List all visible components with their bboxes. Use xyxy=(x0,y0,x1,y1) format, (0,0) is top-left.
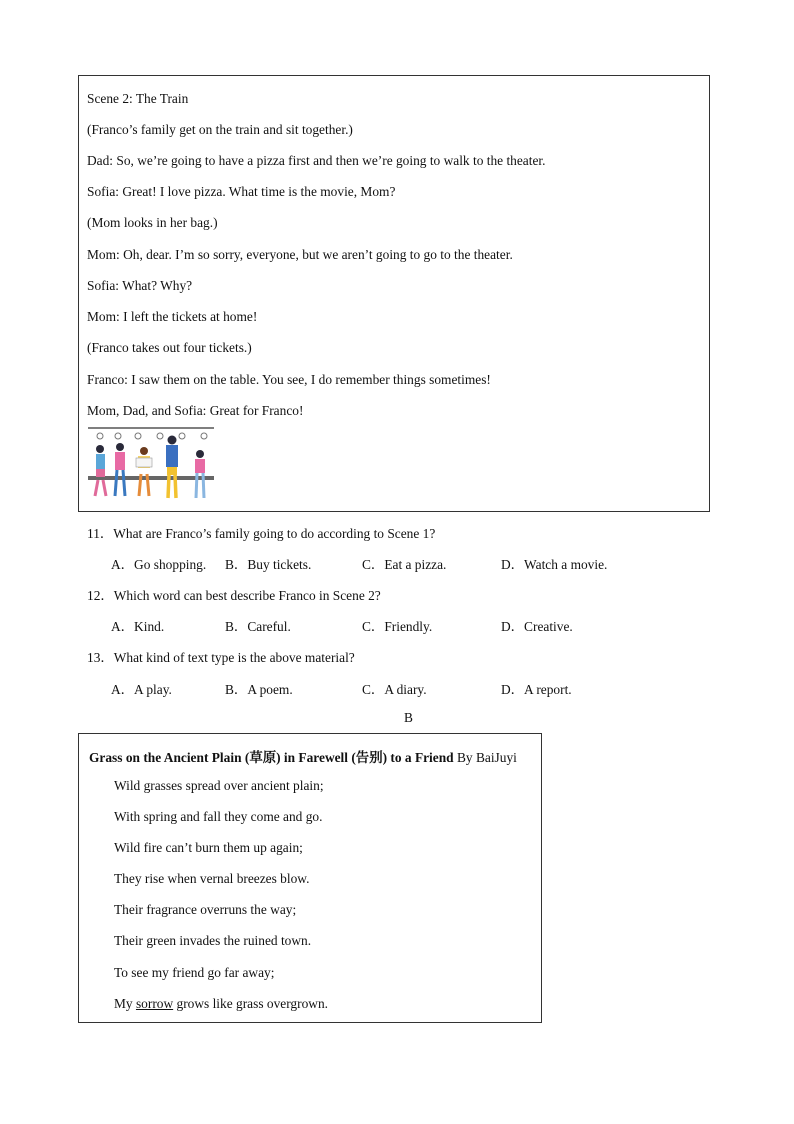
option-d[interactable]: D．A report. xyxy=(501,682,572,697)
poem-title-text: Grass on the Ancient Plain (草原) in Farewell (告别) to a Friend xyxy=(89,750,454,765)
poem-line-last xyxy=(114,996,328,1012)
option-a[interactable]: A．A play. xyxy=(111,682,172,697)
stage-direction: (Mom looks in her bag.) xyxy=(87,215,218,230)
poem-line-prefix: My xyxy=(114,996,136,1011)
poem-line: With spring and fall they come and go. xyxy=(114,809,323,824)
dialogue-line: Sofia: Great! I love pizza. What time is the movie, Mom? xyxy=(87,184,396,199)
poem-title xyxy=(89,747,517,766)
poem-line: To see my friend go far away; xyxy=(114,965,275,980)
poem-line: Their green invades the ruined town. xyxy=(114,933,312,948)
dialogue-line: Dad: So, we’re going to have a pizza first and then we’re going to walk to the theater. xyxy=(87,153,546,168)
option-b[interactable]: B．Careful. xyxy=(225,619,291,634)
poem-line: Wild grasses spread over ancient plain; xyxy=(114,778,324,793)
underlined-word-sorrow: sorrow xyxy=(135,996,174,1011)
poem-line: Their fragrance overruns the way; xyxy=(114,902,297,917)
section-b-label: B xyxy=(404,710,413,725)
poem-author: By BaiJuyi xyxy=(453,750,517,765)
option-c[interactable]: C．A diary. xyxy=(362,682,427,697)
question-11: 11．What are Franco’s family going to do according to Scene 1? xyxy=(87,526,436,541)
dialogue-line: Mom: Oh, dear. I’m so sorry, everyone, but we aren’t going to go to the theater. xyxy=(87,247,513,262)
option-b[interactable]: B．Buy tickets. xyxy=(225,557,312,572)
stage-direction: (Franco’s family get on the train and sit together.) xyxy=(87,122,353,137)
stage-direction: (Franco takes out four tickets.) xyxy=(87,340,252,355)
dialogue-line: Franco: I saw them on the table. You see, I do remember things sometimes! xyxy=(87,372,491,387)
poem-line: Wild fire can’t burn them up again; xyxy=(114,840,303,855)
dialogue-line: Sofia: What? Why? xyxy=(87,278,193,293)
dialogue-line: Mom, Dad, and Sofia: Great for Franco! xyxy=(87,403,304,418)
option-b[interactable]: B．A poem. xyxy=(225,682,293,697)
question-12: 12．Which word can best describe Franco in Scene 2? xyxy=(87,588,381,603)
option-a[interactable]: A．Kind. xyxy=(111,619,165,634)
option-d[interactable]: D．Creative. xyxy=(501,619,573,634)
poem-line-suffix: grows like grass overgrown. xyxy=(173,996,328,1011)
option-a[interactable]: A．Go shopping. xyxy=(111,557,207,572)
option-c[interactable]: C．Friendly. xyxy=(362,619,433,634)
scene-title: Scene 2: The Train xyxy=(87,91,189,106)
train-family-illustration xyxy=(86,424,216,504)
question-13: 13．What kind of text type is the above material? xyxy=(87,650,355,665)
dialogue-line: Mom: I left the tickets at home! xyxy=(87,309,258,324)
poem-line: They rise when vernal breezes blow. xyxy=(114,871,310,886)
option-c[interactable]: C．Eat a pizza. xyxy=(362,557,447,572)
option-d[interactable]: D．Watch a movie. xyxy=(501,557,608,572)
